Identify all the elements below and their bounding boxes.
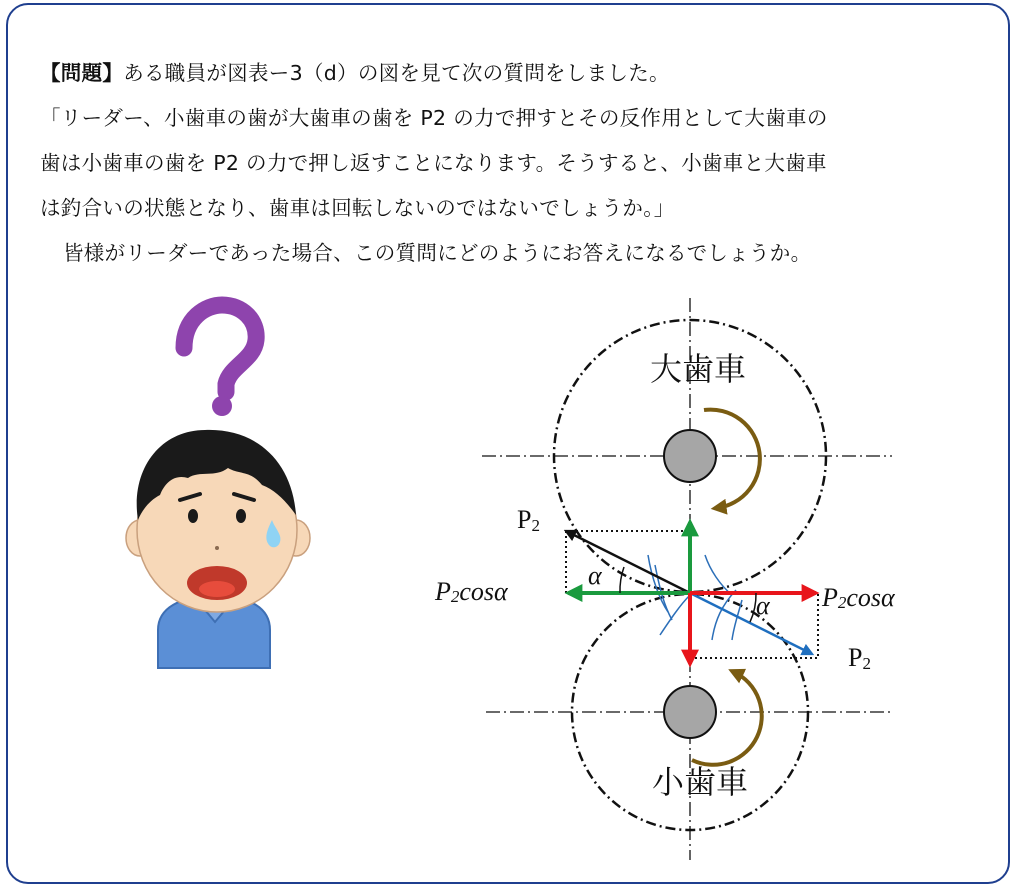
- question-line-5: 皆様がリーダーであった場合、この質問にどのようにお答えになるでしょうか。: [63, 241, 812, 265]
- upper-p2-arrow: [566, 531, 690, 593]
- small-gear-shaft: [664, 686, 716, 738]
- question-line-2: 「リーダー、小歯車の歯が大歯車の歯を P2 の力で押すとその反作用として大歯車の: [40, 106, 828, 130]
- gear-diagram: [434, 298, 896, 860]
- alpha-right-label: α: [756, 591, 770, 620]
- right-force-label: P2cosα: [822, 583, 895, 612]
- question-line-1: 【問題】ある職員が図表ー3（d）の図を見て次の質問をしました。: [40, 61, 670, 85]
- large-gear-shaft: [664, 430, 716, 482]
- worried-boy-illustration: [126, 305, 310, 668]
- left-force-label: P2cosα: [435, 577, 508, 606]
- lower-p2-label: P2: [848, 643, 871, 673]
- upper-p2-label: P2: [517, 505, 540, 535]
- lower-p2-arrow: [690, 593, 812, 654]
- question-mark-icon: [184, 305, 256, 416]
- large-gear-label: 大歯車: [650, 350, 747, 388]
- question-line-3: 歯は小歯車の歯を P2 の力で押し返すことになります。そうすると、小歯車と大歯車: [40, 151, 827, 175]
- question-line-4: は釣合いの状態となり、歯車は回転しないのではないでしょうか。」: [40, 196, 675, 220]
- question-heading: 【問題】: [40, 61, 124, 85]
- alpha-left-label: α: [588, 561, 602, 590]
- small-gear-label: 小歯車: [652, 763, 749, 801]
